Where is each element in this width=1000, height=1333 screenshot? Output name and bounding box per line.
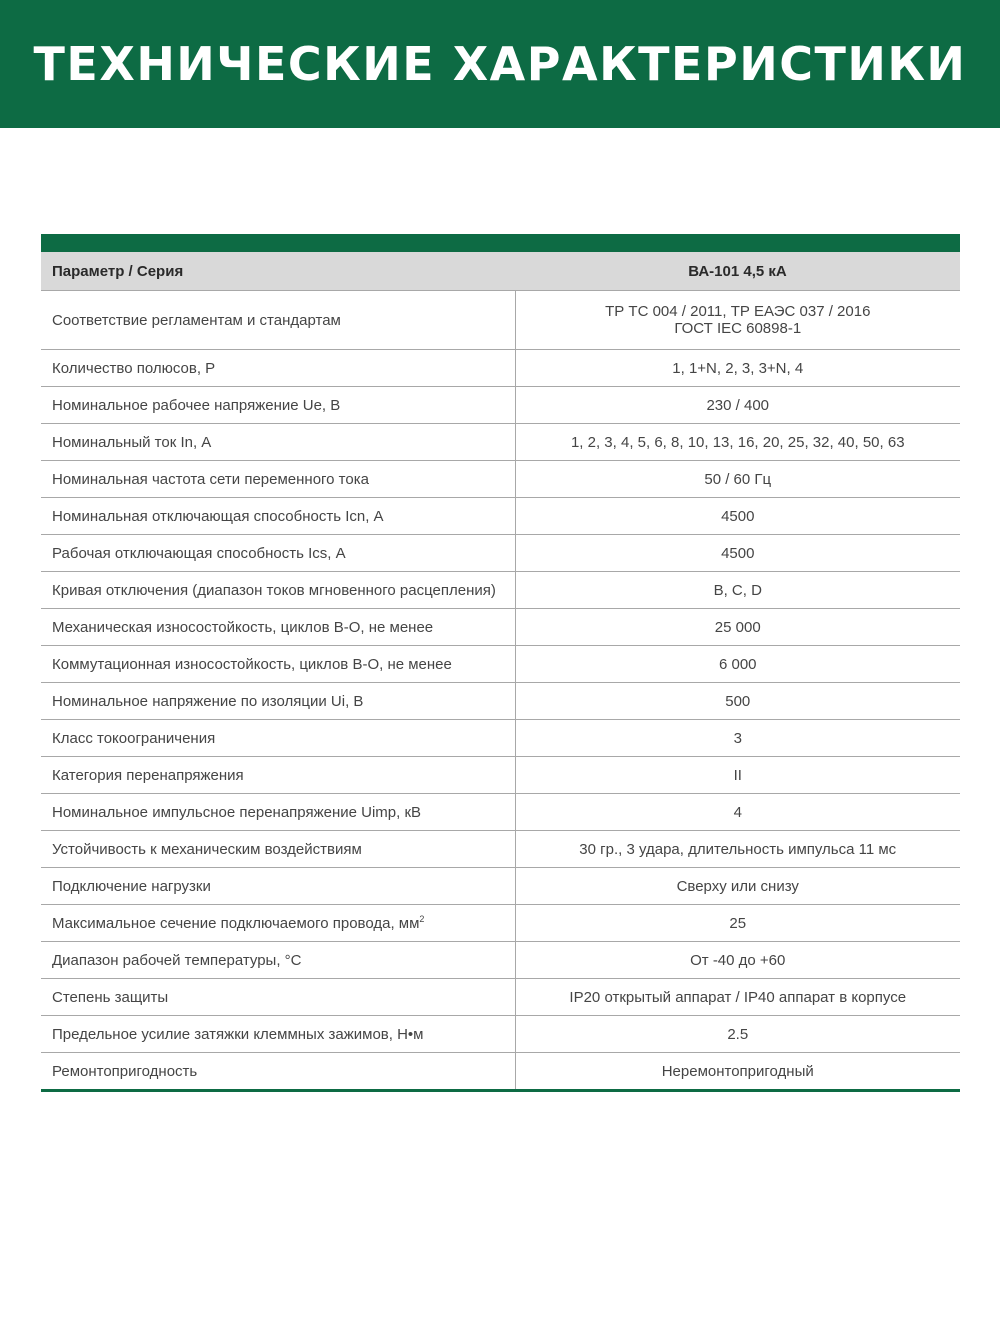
param-label: Номинальное рабочее напряжение Ue, В [52, 396, 341, 414]
value-cell [515, 905, 960, 942]
param-cell [41, 868, 515, 905]
param-label: Рабочая отключающая способность Ics, А [52, 544, 346, 562]
table-row [41, 831, 960, 868]
table-row [41, 350, 960, 387]
param-label: Номинальная отключающая способность Icn, А [52, 507, 384, 525]
value-cell [515, 498, 960, 535]
param-cell [41, 350, 515, 387]
value-text: 3 [733, 729, 742, 747]
value-cell [515, 1016, 960, 1053]
param-label: Номинальная частота сети переменного тока [52, 470, 369, 488]
value-cell [515, 572, 960, 609]
table-row [41, 720, 960, 757]
param-label: Номинальное напряжение по изоляции Ui, В [52, 692, 364, 710]
param-cell [41, 291, 515, 350]
table-row [41, 461, 960, 498]
value-cell [515, 291, 960, 350]
param-label: Механическая износостойкость, циклов В-О, не менее [52, 618, 434, 636]
param-label: Степень защиты [52, 988, 169, 1006]
param-cell [41, 609, 515, 646]
table-row [41, 646, 960, 683]
value-cell [515, 831, 960, 868]
table-row [41, 757, 960, 794]
value-cell [515, 942, 960, 979]
value-cell [515, 979, 960, 1016]
value-text: ТР ТС 004 / 2011, ТР ЕАЭС 037 / 2016 [605, 303, 871, 320]
value-text: 4 [733, 803, 742, 821]
title-banner [0, 0, 1000, 128]
value-text: 6 000 [718, 655, 757, 673]
param-cell [41, 1016, 515, 1053]
value-text: 25 [729, 914, 747, 932]
param-cell [41, 757, 515, 794]
value-cell [515, 461, 960, 498]
value-cell [515, 646, 960, 683]
table-row [41, 424, 960, 461]
value-text: От -40 до +60 [690, 951, 786, 969]
value-cell [515, 424, 960, 461]
value-text: 4500 [721, 507, 755, 525]
table-row [41, 498, 960, 535]
value-text-line2: ГОСТ IEC 60898-1 [674, 320, 802, 337]
value-cell [515, 609, 960, 646]
table-header-row [41, 252, 960, 291]
table-row [41, 1016, 960, 1053]
value-cell [515, 683, 960, 720]
table-row [41, 794, 960, 831]
param-cell [41, 1053, 515, 1091]
param-cell [41, 535, 515, 572]
table-body [41, 291, 960, 1091]
value-text: 4500 [721, 544, 755, 562]
param-label: Категория перенапряжения [52, 766, 244, 784]
table-row [41, 942, 960, 979]
table-row [41, 979, 960, 1016]
param-cell [41, 683, 515, 720]
table-row [41, 609, 960, 646]
value-cell [515, 720, 960, 757]
value-text: 50 / 60 Гц [704, 470, 772, 488]
value-text: II [733, 766, 742, 784]
table-row [41, 905, 960, 942]
page-title: ТЕХНИЧЕСКИЕ ХАРАКТЕРИСТИКИ [33, 37, 967, 91]
param-label: Номинальное импульсное перенапряжение Uimp, кВ [52, 803, 422, 821]
param-cell [41, 905, 515, 942]
header-series: ВА-101 4,5 кА [515, 252, 960, 291]
value-text: 30 гр., 3 удара, длительность импульса 11 мс [579, 840, 897, 858]
header-param: Параметр / Серия [41, 252, 515, 291]
param-label: Подключение нагрузки [52, 877, 211, 895]
param-cell [41, 794, 515, 831]
param-label: Соответствие регламентам и стандартам [52, 311, 341, 329]
value-cell [515, 794, 960, 831]
table-row [41, 291, 960, 350]
param-label: Коммутационная износостойкость, циклов В-О, не менее [52, 655, 452, 673]
param-cell [41, 979, 515, 1016]
param-cell [41, 646, 515, 683]
table-row [41, 387, 960, 424]
param-label: Кривая отключения (диапазон токов мгновенного расцепления) [52, 581, 496, 599]
value-cell [515, 757, 960, 794]
spec-table [41, 234, 960, 1092]
param-cell [41, 942, 515, 979]
param-cell [41, 831, 515, 868]
table-row [41, 683, 960, 720]
table-top-bar [41, 234, 960, 252]
param-superscript: 2 [419, 913, 425, 924]
value-cell [515, 387, 960, 424]
param-cell [41, 572, 515, 609]
param-label: Ремонтопригодность [52, 1062, 198, 1080]
table-row [41, 1053, 960, 1091]
param-cell [41, 387, 515, 424]
param-label: Количество полюсов, Р [52, 359, 216, 377]
value-cell [515, 868, 960, 905]
param-label: Предельное усилие затяжки клеммных зажимов, Н•м [52, 1025, 424, 1043]
value-text: Сверху или снизу [676, 877, 799, 895]
value-text: 500 [725, 692, 751, 710]
param-label: Класс токоограничения [52, 729, 216, 747]
value-text: 2.5 [727, 1025, 749, 1043]
param-cell [41, 461, 515, 498]
param-cell [41, 498, 515, 535]
value-cell [515, 350, 960, 387]
value-text: Неремонтопригодный [661, 1062, 814, 1080]
value-text: 1, 1+N, 2, 3, 3+N, 4 [672, 359, 804, 377]
value-text: IP20 открытый аппарат / IP40 аппарат в корпусе [569, 988, 907, 1006]
param-label: Диапазон рабочей температуры, °С [52, 951, 302, 969]
value-text: 230 / 400 [706, 396, 770, 414]
table-row [41, 868, 960, 905]
value-text: B, C, D [713, 581, 762, 599]
param-label: Устойчивость к механическим воздействиям [52, 840, 362, 858]
table-row [41, 572, 960, 609]
value-cell [515, 1053, 960, 1091]
value-cell [515, 535, 960, 572]
table-row [41, 535, 960, 572]
value-text: 25 000 [714, 618, 761, 636]
value-text: 1, 2, 3, 4, 5, 6, 8, 10, 13, 16, 20, 25, 32, 40, 50, 63 [570, 433, 905, 451]
param-cell [41, 424, 515, 461]
param-label: Номинальный ток In, А [52, 433, 212, 451]
param-label: Максимальное сечение подключаемого провода, мм [52, 914, 420, 932]
param-cell [41, 720, 515, 757]
